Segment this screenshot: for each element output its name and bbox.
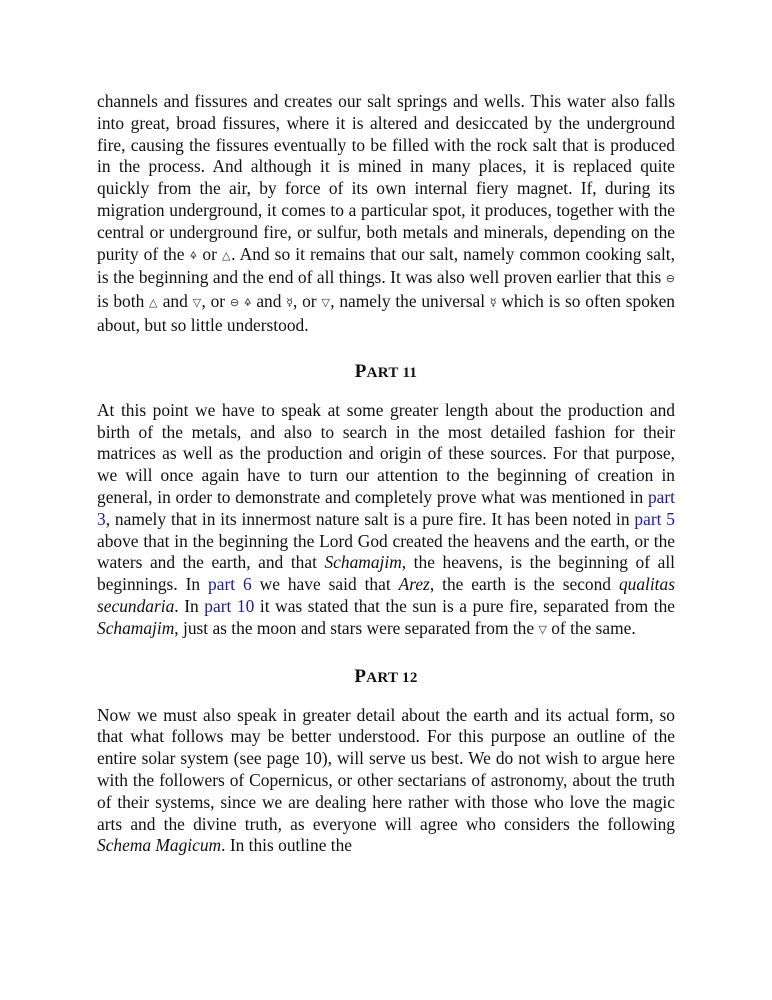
alchemical-symbol-icon: 🜍: [189, 248, 198, 262]
water-symbol-icon: ▽: [538, 622, 547, 636]
text-run: is both: [97, 291, 150, 312]
heading-rest: ART 11: [366, 364, 418, 381]
text-run: and: [157, 291, 193, 312]
text-run: of the same.: [546, 617, 636, 638]
text-run: , namely the universal: [330, 291, 490, 312]
document-page: [97, 91, 675, 857]
salt-symbol-icon: ⊖: [665, 272, 675, 286]
italic-term: Arez: [398, 574, 430, 595]
text-run: , just as the moon and stars were separated from the: [174, 617, 539, 638]
link-part-5[interactable]: part 5: [634, 508, 675, 529]
text-run: , the heavens, is the beginning of all beginnings. In: [97, 552, 675, 595]
text-run: , or: [201, 291, 230, 312]
link-part-3[interactable]: part 3: [97, 486, 675, 529]
text-run: channels and fissures and creates our salt springs and wells. This water also falls into great, broad fissures, where it is altered and desiccated by the underground fire, causing the fissures eventually to be filled with the rock salt that is produced in the process. And although it is mined in many places, it is replaced quite quickly from the air, by force of its own internal fiery magnet. If, during its migration underground, it comes to a particular spot, it produces, together with the central or underground fire, or sulfur, both metals and minerals, depending on the purity of the: [97, 91, 675, 264]
text-run: or: [197, 243, 222, 264]
salt-symbol-icon: ⊖: [229, 296, 240, 310]
italic-term: Schema Magicum: [97, 835, 222, 856]
mercury-symbol-icon: ☿: [489, 296, 497, 310]
water-symbol-icon: ▽: [321, 296, 331, 310]
link-part-10[interactable]: part 10: [204, 595, 255, 616]
text-run: and: [251, 291, 287, 312]
fire-symbol-icon: △: [149, 296, 158, 310]
text-run: it was stated that the sun is a pure fire, separated from the: [254, 595, 676, 616]
italic-term: Schamajim: [97, 617, 175, 638]
paragraph-part-11: [97, 400, 675, 642]
text-run: . In this outline the: [221, 835, 353, 856]
text-run: Now we must also speak in greater detail about the earth and its actual form, so that what follows may be better understood. For this purpose an outline of the entire solar system (see page 10), will serve us best. We do not wish to argue here with the followers of Copernicus, or other sectarians of astronomy, about the truth of their systems, since we are dealing here rather with those who love the magic arts and the divine truth, as everyone will agree who considers the following: [97, 704, 675, 834]
text-run: which is so often spoken about, but so little understood.: [97, 291, 675, 335]
part-12-heading: [97, 666, 675, 689]
fire-symbol-icon: △: [221, 248, 232, 262]
text-run: At this point we have to speak at some greater length about the production and birth of the metals, and also to search in the most detailed fashion for their matrices as well as the production and origin of these sources. For that purpose, we will once again have to turn our attention to the beginning of creation in general, in order to demonstrate and completely prove what was mentioned in: [97, 399, 675, 507]
part-11-heading: [97, 361, 675, 384]
text-run: , namely that in its innermost nature salt is a pure fire. It has been noted in: [105, 508, 635, 529]
text-run: . And so it remains that our salt, namely common cooking salt, is the beginning and the end of all things. It was also well proven earlier that this: [97, 243, 675, 288]
heading-initial: P: [354, 360, 367, 382]
link-part-6[interactable]: part 6: [208, 574, 252, 595]
text-run: above that in the beginning the Lord God created the heavens and the earth, or the waters and the earth, and that: [97, 530, 675, 573]
paragraph-part-12: [97, 705, 675, 858]
water-symbol-icon: ▽: [192, 296, 202, 310]
text-run: , or: [292, 291, 322, 312]
paragraph-salt-springs: [97, 91, 675, 337]
text-run: , the earth is the second: [429, 574, 619, 595]
text-run: we have said that: [251, 574, 399, 595]
heading-initial: P: [354, 665, 367, 687]
text-run: . In: [174, 595, 205, 616]
heading-rest: ART 12: [366, 669, 418, 686]
italic-term: qualitas secundaria: [97, 574, 675, 616]
mercury-symbol-icon: ☿: [286, 296, 293, 310]
italic-term: Schamajim: [324, 552, 402, 573]
alchemical-symbol-icon: 🜍: [243, 296, 252, 310]
